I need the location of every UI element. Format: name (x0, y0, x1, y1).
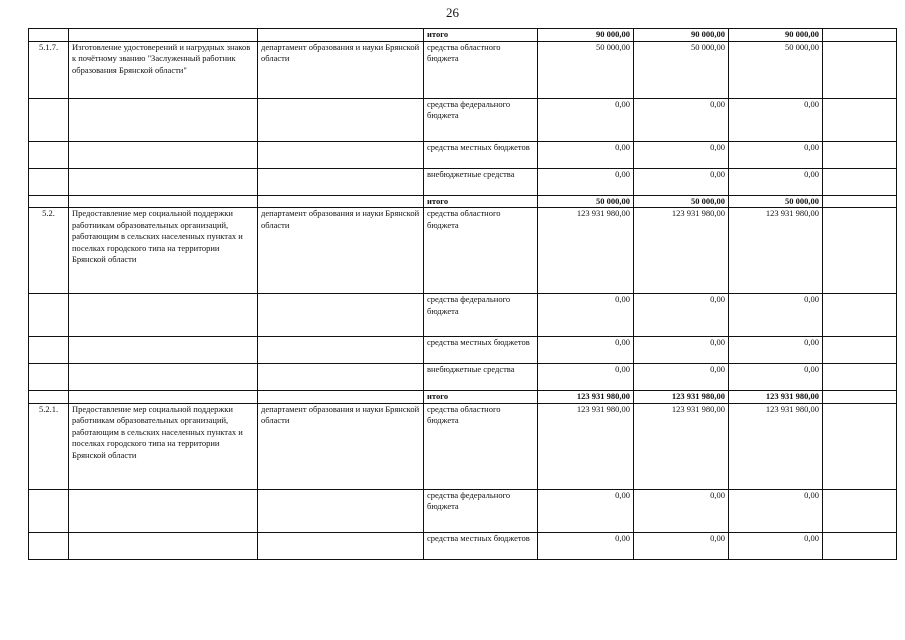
description-cell (69, 168, 258, 195)
value-cell: 0,00 (634, 364, 729, 391)
table-row (29, 195, 897, 208)
index-cell (29, 141, 69, 168)
value-cell: 50 000,00 (538, 41, 634, 98)
value-cell: 0,00 (729, 489, 823, 532)
description-cell (69, 141, 258, 168)
index-cell (29, 337, 69, 364)
value-cell: 0,00 (729, 364, 823, 391)
description-cell (69, 337, 258, 364)
value-cell: 0,00 (538, 337, 634, 364)
description-cell (69, 294, 258, 337)
executor-cell (258, 532, 424, 559)
extra-cell (823, 294, 897, 337)
value-cell: 0,00 (634, 489, 729, 532)
executor-cell (258, 489, 424, 532)
value-cell: 0,00 (634, 337, 729, 364)
source-cell: средства областного бюджета (424, 41, 538, 98)
section-executor: департамент образования и науки Брянской области (258, 41, 424, 98)
description-cell (69, 195, 258, 208)
value-cell: 0,00 (634, 168, 729, 195)
executor-cell (258, 337, 424, 364)
extra-cell (823, 337, 897, 364)
table-row (29, 337, 897, 364)
description-cell (69, 391, 258, 404)
source-cell: средства областного бюджета (424, 208, 538, 294)
value-cell: 123 931 980,00 (538, 208, 634, 294)
section-index: 5.2.1. (29, 403, 69, 489)
index-cell (29, 29, 69, 42)
index-cell (29, 364, 69, 391)
source-cell: внебюджетные средства (424, 168, 538, 195)
source-cell: итого (424, 195, 538, 208)
extra-cell (823, 403, 897, 489)
table-row (29, 489, 897, 532)
value-cell: 0,00 (634, 532, 729, 559)
extra-cell (823, 195, 897, 208)
description-cell (69, 98, 258, 141)
executor-cell (258, 141, 424, 168)
index-cell (29, 98, 69, 141)
source-cell: внебюджетные средства (424, 364, 538, 391)
value-cell: 0,00 (538, 364, 634, 391)
index-cell (29, 294, 69, 337)
table-row (29, 294, 897, 337)
budget-table (28, 28, 897, 560)
description-cell (69, 532, 258, 559)
value-cell: 90 000,00 (538, 29, 634, 42)
extra-cell (823, 208, 897, 294)
value-cell: 123 931 980,00 (538, 391, 634, 404)
value-cell: 0,00 (538, 141, 634, 168)
value-cell: 90 000,00 (729, 29, 823, 42)
value-cell: 123 931 980,00 (729, 391, 823, 404)
value-cell: 0,00 (634, 98, 729, 141)
description-cell (69, 364, 258, 391)
section-description: Предоставление мер социальной поддержки работникам образовательных организаций, работающим в сельских населенных пунктах и поселках городского типа на территории Брянской области (69, 208, 258, 294)
executor-cell (258, 168, 424, 195)
section-executor: департамент образования и науки Брянской области (258, 403, 424, 489)
value-cell: 0,00 (538, 98, 634, 141)
value-cell: 50 000,00 (729, 41, 823, 98)
source-cell: итого (424, 391, 538, 404)
extra-cell (823, 141, 897, 168)
source-cell: итого (424, 29, 538, 42)
section-executor: департамент образования и науки Брянской области (258, 208, 424, 294)
value-cell: 0,00 (538, 489, 634, 532)
executor-cell (258, 29, 424, 42)
index-cell (29, 532, 69, 559)
table-row (29, 141, 897, 168)
source-cell: средства местных бюджетов (424, 532, 538, 559)
value-cell: 0,00 (538, 294, 634, 337)
value-cell: 50 000,00 (538, 195, 634, 208)
index-cell (29, 195, 69, 208)
executor-cell (258, 98, 424, 141)
extra-cell (823, 532, 897, 559)
index-cell (29, 391, 69, 404)
table-row (29, 364, 897, 391)
value-cell: 0,00 (729, 98, 823, 141)
value-cell: 123 931 980,00 (634, 403, 729, 489)
value-cell: 50 000,00 (634, 195, 729, 208)
source-cell: средства федерального бюджета (424, 294, 538, 337)
extra-cell (823, 489, 897, 532)
description-cell (69, 29, 258, 42)
section-index: 5.2. (29, 208, 69, 294)
executor-cell (258, 364, 424, 391)
value-cell: 123 931 980,00 (634, 391, 729, 404)
table-row (29, 41, 897, 98)
value-cell: 0,00 (729, 294, 823, 337)
source-cell: средства федерального бюджета (424, 489, 538, 532)
extra-cell (823, 41, 897, 98)
table-row (29, 168, 897, 195)
value-cell: 123 931 980,00 (538, 403, 634, 489)
value-cell: 123 931 980,00 (729, 403, 823, 489)
table-row (29, 391, 897, 404)
value-cell: 50 000,00 (729, 195, 823, 208)
table-row (29, 532, 897, 559)
page-number: 26 (446, 5, 459, 20)
table-row (29, 208, 897, 294)
section-index: 5.1.7. (29, 41, 69, 98)
value-cell: 0,00 (634, 141, 729, 168)
value-cell: 0,00 (634, 294, 729, 337)
value-cell: 123 931 980,00 (634, 208, 729, 294)
source-cell: средства местных бюджетов (424, 141, 538, 168)
value-cell: 0,00 (729, 168, 823, 195)
extra-cell (823, 391, 897, 404)
extra-cell (823, 364, 897, 391)
table-row (29, 403, 897, 489)
source-cell: средства федерального бюджета (424, 98, 538, 141)
table-row (29, 98, 897, 141)
description-cell (69, 489, 258, 532)
extra-cell (823, 98, 897, 141)
value-cell: 90 000,00 (634, 29, 729, 42)
value-cell: 0,00 (729, 337, 823, 364)
source-cell: средства местных бюджетов (424, 337, 538, 364)
index-cell (29, 168, 69, 195)
source-cell: средства областного бюджета (424, 403, 538, 489)
executor-cell (258, 294, 424, 337)
executor-cell (258, 195, 424, 208)
extra-cell (823, 29, 897, 42)
table-row (29, 29, 897, 42)
value-cell: 123 931 980,00 (729, 208, 823, 294)
value-cell: 0,00 (729, 532, 823, 559)
value-cell: 50 000,00 (634, 41, 729, 98)
index-cell (29, 489, 69, 532)
executor-cell (258, 391, 424, 404)
value-cell: 0,00 (538, 168, 634, 195)
section-description: Изготовление удостоверений и нагрудных знаков к почётному званию "Заслуженный работник образования Брянской области" (69, 41, 258, 98)
value-cell: 0,00 (729, 141, 823, 168)
extra-cell (823, 168, 897, 195)
value-cell: 0,00 (538, 532, 634, 559)
section-description: Предоставление мер социальной поддержки работникам образовательных организаций, работающим в сельских населенных пунктах и поселках городского типа на территории Брянской области (69, 403, 258, 489)
